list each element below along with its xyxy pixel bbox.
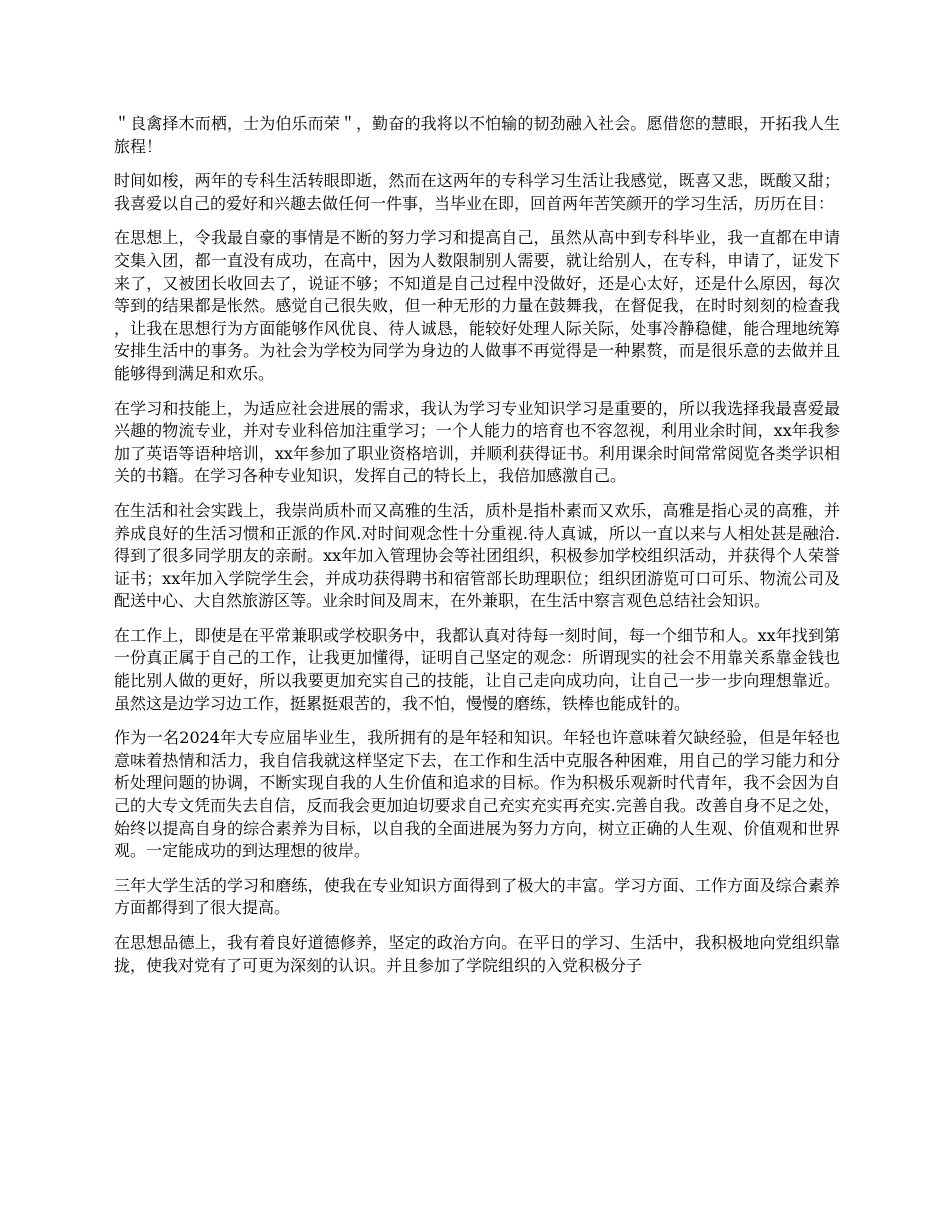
paragraph-three-years: 三年大学生活的学习和磨练，使我在专业知识方面得到了极大的丰富。学习方面、工作方面及综合素养方面都得到了很大提高。 [114,875,840,918]
paragraph-motto: ＂良禽择木而栖，士为伯乐而荣＂，勤奋的我将以不怕输的韧劲融入社会。愿借您的慧眼，开拓我人生旅程！ [114,114,840,156]
paragraph-thought: 在思想上，令我最自豪的事情是不断的努力学习和提高自己，虽然从高中到专科毕业，我一直都在申请交集入团，都一直没有成功，在高中，因为人数限制别人需要，就让给别人，在专科，申请了，证发下来了，又被团长收回去了，说证不够；不知道是自己过程中没做好，还是心太好，还是什么原因，每次等到的结果都是怅然。感觉自己很失败，但一种无形的力量在鼓舞我，在督促我，在时时刻刻的检查我，让我在思想行为方面能够作风优良、待人诚恳，能较好处理人际关际，处事冷静稳健，能合理地统筹安排生活中的事务。为社会为学校为同学为身边的人做事不再觉得是一种累赘，而是很乐意的去做并且能够得到满足和欢乐。 [114,228,840,383]
paragraph-graduate: 作为一名2024年大专应届毕业生，我所拥有的是年轻和知识。年轻也许意味着欠缺经验，但是年轻也意味着热情和活力，我自信我就这样坚定下去，在工作和生活中克服各种困难，用自己的学习能力和分析处理问题的协调，不断实现自我的人生价值和追求的目标。作为积极乐观新时代青年，我不会因为自己的大专文凭而失去自信，反而我会更加迫切要求自己充实充实再充实.完善自我。改善自身不足之处，始终以提高自身的综合素养为目标，以自我的全面进展为努力方向，树立正确的人生观、价值观和世界观。一定能成功的到达理想的彼岸。 [114,728,840,861]
paragraph-work: 在工作上，即使是在平常兼职或学校职务中，我都认真对待每一刻时间，每一个细节和人。xx年找到第一份真正属于自己的工作，让我更加懂得，证明自己坚定的观念：所谓现实的社会不用靠关系靠金钱也能比别人做的更好，所以我要更加充实自己的技能，让自己走向成功向，让自己一步一步向理想靠近。虽然这是边学习边工作，挺累挺艰苦的，我不怕，慢慢的磨练，铁棒也能成针的。 [114,625,840,713]
paragraph-study-skills: 在学习和技能上，为适应社会进展的需求，我认为学习专业知识学习是重要的，所以我选择我最喜爱最兴趣的物流专业，并对专业科倍加注重学习；一个人能力的培育也不容忽视，利用业余时间，xx年我参加了英语等语种培训，xx年参加了职业资格培训，并顺利获得证书。利用课余时间常常阅览各类学识相关的书籍。在学习各种专业知识，发挥自己的特长上，我倍加感激自己。 [114,398,840,486]
paragraph-moral: 在思想品德上，我有着良好道德修养，坚定的政治方向。在平日的学习、生活中，我积极地向党组织靠拢，使我对党有了可更为深刻的认识。并且参加了学院组织的入党积极分子 [114,933,840,975]
paragraph-intro: 时间如梭，两年的专科生活转眼即逝，然而在这两年的专科学习生活让我感觉，既喜又悲，既酸又甜；我喜爱以自己的爱好和兴趣去做任何一件事，当毕业在即，回首两年苦笑颜开的学习生活，历历在目： [114,171,840,213]
paragraph-life-practice: 在生活和社会实践上，我崇尚质朴而又高雅的生活，质朴是指朴素而又欢乐，高雅是指心灵的高雅，并养成良好的生活习惯和正派的作风.对时间观念性十分重视.待人真诚，所以一直以来与人相处甚是融洽.得到了很多同学朋友的亲耐。xx年加入管理协会等社团组织，积极参加学校组织活动，并获得个人荣誉证书；xx年加入学院学生会，并成功获得聘书和宿管部长助理职位；组织团游览可口可乐、物流公司及配送中心、大自然旅游区等。业余时间及周末，在外兼职，在生活中察言观色总结社会知识。 [114,500,840,611]
document-page [114,113,840,989]
